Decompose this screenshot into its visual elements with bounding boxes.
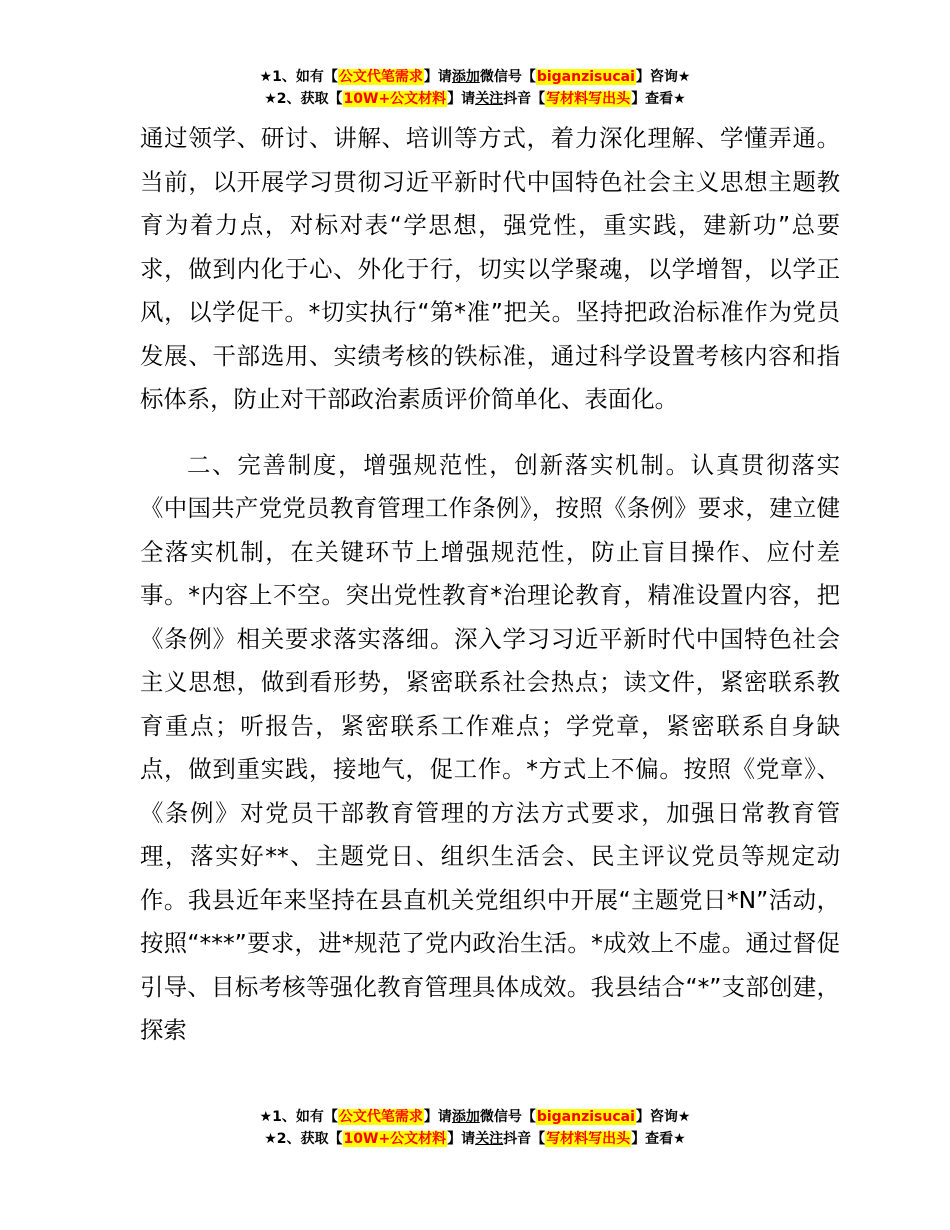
- wechat-id-highlight: biganzisucai: [536, 69, 635, 85]
- banner-line-1: [0, 66, 950, 88]
- body-paragraph-2: 二、完善制度，增强规范性，创新落实机制。认真贯彻落实《中国共产党党员教育管理工作条例》，按照《条例》要求，建立健全落实机制，在关键环节上增强规范性，防止盲目操作、应付差事。*内容上不空。突出党性教育*治理论教育，精准设置内容，把《条例》相关要求落实落细。深入学习习近平新时代中国特色社会主义思想，做到看形势，紧密联系社会热点；读文件，紧密联系教育重点；听报告，紧密联系工作难点；学党章，紧密联系自身缺点，做到重实践，接地气，促工作。*方式上不偏。按照《党章》、《条例》对党员干部教育管理的方法方式要求，加强日常教育管理，落实好**、主题党日、组织生活会、民主评议党员等规定动作。我县近年来坚持在县直机关党组织中开展“主题党日*N”活动，按照“***”要求，进*规范了党内政治生活。*成效上不虚。通过督促引导、目标考核等强化教育管理具体成效。我县结合“*”支部创建，探索: [140, 450, 840, 1044]
- wechat-id-highlight: biganzisucai: [536, 1109, 635, 1125]
- follow-emphasis: 关注: [475, 1131, 504, 1147]
- banner-text: 】查看★: [631, 91, 686, 107]
- banner-text: 】请: [423, 1109, 452, 1125]
- banner-text: ★2、获取【: [264, 1131, 343, 1147]
- banner-text: 微信号【: [479, 1109, 536, 1125]
- banner-text: 】请: [447, 91, 476, 107]
- banner-text: 】请: [447, 1131, 476, 1147]
- banner-text: 抖音【: [503, 91, 546, 107]
- banner-line-1: [0, 1106, 950, 1128]
- service-highlight: 公文代笔需求: [338, 69, 423, 85]
- banner-text: 抖音【: [503, 1131, 546, 1147]
- banner-text: ★2、获取【: [264, 91, 343, 107]
- body-paragraph-1: 通过领学、研讨、讲解、培训等方式，着力深化理解、学懂弄通。当前，以开展学习贯彻习近平新时代中国特色社会主义思想主题教育为着力点，对标对表“学思想，强党性，重实践，建新功”总要求，做到内化于心、外化于行，切实以学聚魂，以学增智，以学正风，以学促干。*切实执行“第*准”把关。坚持把政治标准作为党员发展、干部选用、实绩考核的铁标准，通过科学设置考核内容和指标体系，防止对干部政治素质评价简单化、表面化。: [140, 124, 840, 413]
- service-highlight: 公文代笔需求: [338, 1109, 423, 1125]
- banner-text: 】请: [423, 69, 452, 85]
- douyin-id-highlight: 写材料写出头: [546, 1131, 631, 1147]
- banner-text: ★1、如有【: [259, 1109, 338, 1125]
- header-banner: [0, 66, 950, 110]
- document-body: [140, 117, 840, 1053]
- add-emphasis: 添加: [451, 69, 480, 85]
- banner-text: ★1、如有【: [259, 69, 338, 85]
- banner-line-2: [0, 88, 950, 110]
- materials-highlight: 10W+公文材料: [343, 91, 447, 107]
- douyin-id-highlight: 写材料写出头: [546, 91, 631, 107]
- banner-text: 】咨询★: [635, 69, 691, 85]
- banner-text: 】咨询★: [635, 1109, 691, 1125]
- materials-highlight: 10W+公文材料: [343, 1131, 447, 1147]
- banner-text: 】查看★: [631, 1131, 686, 1147]
- banner-text: 微信号【: [479, 69, 536, 85]
- add-emphasis: 添加: [451, 1109, 480, 1125]
- footer-banner: [0, 1106, 950, 1150]
- follow-emphasis: 关注: [475, 91, 504, 107]
- banner-line-2: [0, 1128, 950, 1150]
